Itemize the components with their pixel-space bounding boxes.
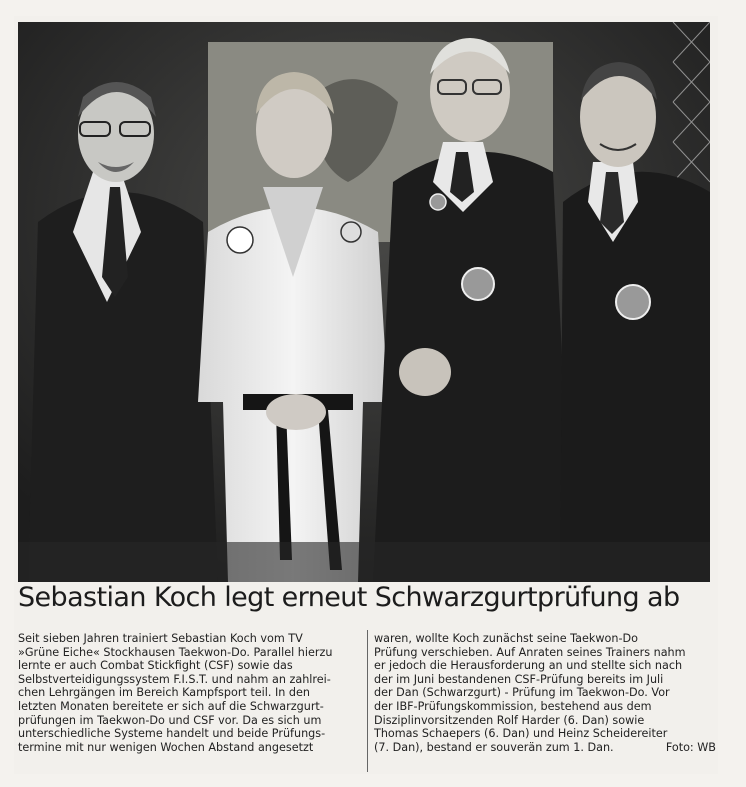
newspaper-clipping <box>14 16 718 774</box>
text-line: Disziplinvorsitzenden Rolf Harder (6. Dan) sowie <box>374 713 645 727</box>
text-line: »Grüne Eiche« Stockhausen Taekwon-Do. Parallel hierzu <box>18 645 333 659</box>
photo-illustration <box>18 22 710 582</box>
text-line: Thomas Schaepers (6. Dan) und Heinz Scheidereiter <box>374 727 668 741</box>
column-divider <box>367 630 368 772</box>
text-line: Seit sieben Jahren trainiert Sebastian Koch vom TV <box>18 632 303 645</box>
photo-credit: Foto: WB <box>665 740 716 754</box>
text-line: unterschiedliche Systeme handelt und beide Prüfungs- <box>18 727 326 741</box>
article-photo <box>18 22 710 582</box>
text-line: letzten Monaten bereitete er sich auf die Schwarzgurt- <box>18 699 324 713</box>
text-line: der Dan (Schwarzgurt) - Prüfung im Taekwon-Do. Vor <box>374 686 670 700</box>
text-line: prüfungen im Taekwon-Do und CSF vor. Da es sich um <box>18 713 322 727</box>
article-headline: Sebastian Koch legt erneut Schwarzgurtprüfung ab <box>18 582 680 613</box>
text-line: Prüfung verschieben. Auf Anraten seines Trainers nahm <box>374 645 686 659</box>
text-line: er jedoch die Herausforderung an und stellte sich nach <box>374 659 683 673</box>
article-column-left <box>18 632 360 754</box>
text-line: waren, wollte Koch zunächst seine Taekwon-Do <box>374 632 638 645</box>
article-column-right <box>374 632 716 754</box>
text-line: lernte er auch Combat Stickfight (CSF) sowie das <box>18 659 293 673</box>
text-line-content: (7. Dan), bestand er souverän zum 1. Dan. <box>374 740 614 754</box>
text-line: chen Lehrgängen im Bereich Kampfsport teil. In den <box>18 686 310 700</box>
text-line-last <box>374 741 716 755</box>
text-line: termine mit nur wenigen Wochen Abstand angesetzt <box>18 740 314 754</box>
text-line: der IBF-Prüfungskommission, bestehend aus dem <box>374 699 652 713</box>
text-line: Selbstverteidigungssystem F.I.S.T. und nahm an zahlrei- <box>18 672 331 686</box>
text-line: der im Juni bestandenen CSF-Prüfung bereits im Juli <box>374 672 664 686</box>
